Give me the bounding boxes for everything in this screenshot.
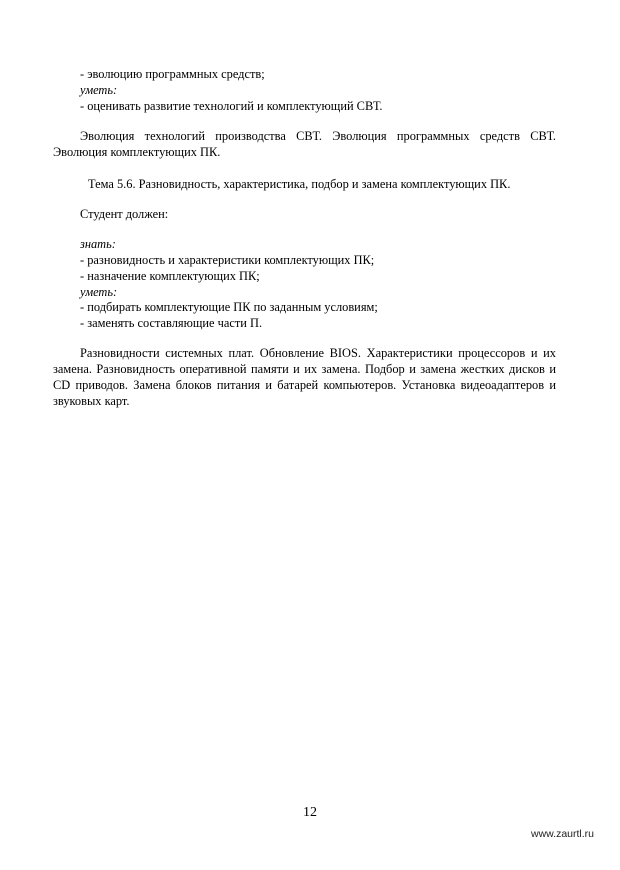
student-must: Студент должен: bbox=[80, 207, 169, 221]
paragraph: Эволюция технологий производства СВТ. Эволюция программных средств СВТ. Эволюция комплектующих ПК. bbox=[53, 129, 556, 159]
list-item: - заменять составляющие части П. bbox=[80, 316, 263, 330]
page-number: 12 bbox=[303, 805, 317, 820]
text-line: - эволюцию программных средств; bbox=[80, 67, 265, 81]
skills-label: уметь: bbox=[80, 83, 118, 97]
section-heading: Тема 5.6. Разновидность, характеристика, подбор и замена комплектующих ПК. bbox=[88, 177, 511, 191]
text-line: - оценивать развитие технологий и комплектующий СВТ. bbox=[80, 99, 383, 113]
watermark-url: www.zaurtl.ru bbox=[530, 828, 594, 840]
list-item: - назначение комплектующих ПК; bbox=[80, 269, 260, 283]
skills-label: уметь: bbox=[80, 285, 118, 299]
paragraph: Разновидности системных плат. Обновление BIOS. Характеристики процессоров и их замена. Разновидность оперативной памяти и их замена. Подбор и замена жестких дисков и CD приводов. Замена блоков питания и батарей компьютеров. Установка видеоадаптеров и звуковых карт. bbox=[53, 346, 556, 408]
list-item: - разновидность и характеристики комплектующих ПК; bbox=[80, 253, 375, 267]
know-label: знать: bbox=[80, 237, 116, 251]
list-item: - подбирать комплектующие ПК по заданным условиям; bbox=[80, 300, 378, 314]
